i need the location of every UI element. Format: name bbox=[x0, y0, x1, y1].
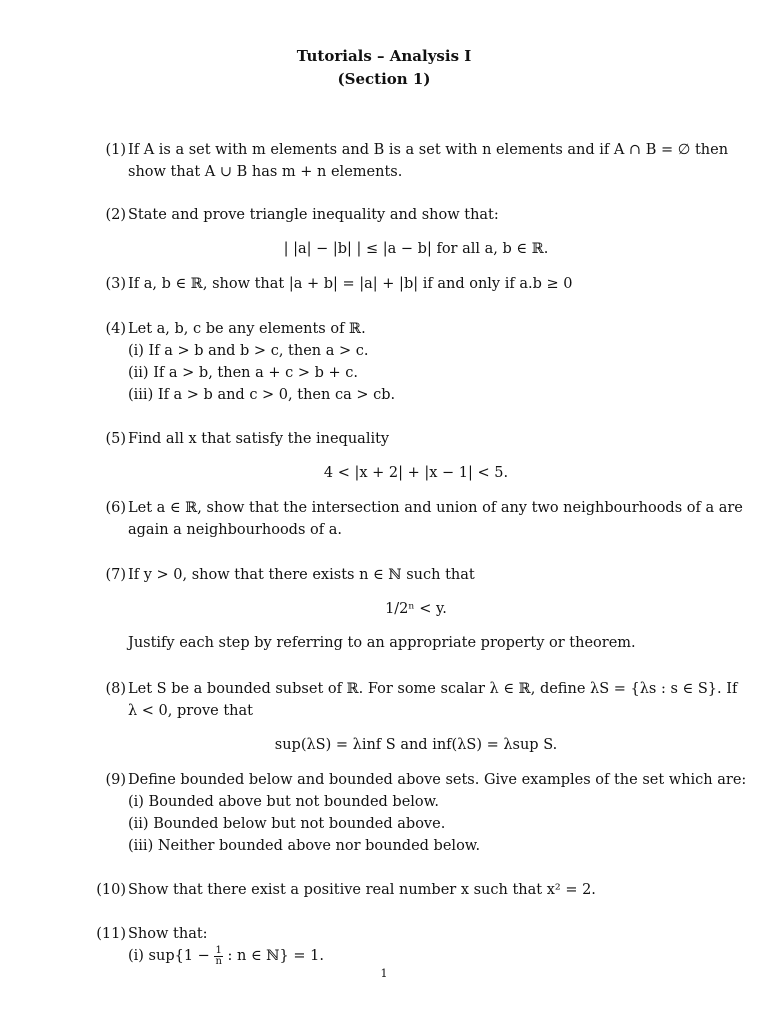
exercise-text: Show that there exist a positive real number x such that x² = 2. bbox=[128, 882, 596, 898]
exercise-4 bbox=[92, 318, 704, 406]
exercise-number: (2) bbox=[105, 207, 126, 223]
exercise-5 bbox=[92, 428, 704, 496]
sub-item: (i) If a > b and b > c, then a > c. bbox=[128, 343, 369, 359]
title-line-2: (Section 1) bbox=[337, 70, 431, 88]
sub-item: (i) Bounded above but not bounded below. bbox=[128, 794, 439, 810]
display-equation: 1/2ⁿ < y. bbox=[385, 601, 447, 617]
exercise-text: If a, b ∈ ℝ, show that |a + b| = |a| + |b| if and only if a.b ≥ 0 bbox=[128, 276, 573, 292]
exercise-number: (7) bbox=[105, 567, 126, 583]
exercise-2 bbox=[92, 204, 704, 272]
exercise-text: Show that: bbox=[128, 926, 208, 942]
sub-item: (iii) Neither bounded above nor bounded below. bbox=[128, 838, 481, 854]
exercise-number: (8) bbox=[105, 681, 126, 697]
exercise-7 bbox=[92, 564, 704, 654]
display-equation: 4 < |x + 2| + |x − 1| < 5. bbox=[323, 465, 509, 481]
exercise-text: If y > 0, show that there exists n ∈ ℕ such that bbox=[128, 567, 475, 583]
exercise-number: (11) bbox=[96, 926, 126, 942]
sub-item-suffix: : n ∈ ℕ} = 1. bbox=[227, 948, 324, 964]
exercise-9 bbox=[92, 769, 747, 857]
exercise-number: (4) bbox=[105, 321, 126, 337]
exercise-3 bbox=[92, 273, 704, 295]
exercise-11 bbox=[92, 923, 704, 967]
exercise-1 bbox=[92, 139, 729, 183]
exercise-number: (5) bbox=[105, 431, 126, 447]
exercise-number: (1) bbox=[105, 142, 126, 158]
exercise-8 bbox=[92, 678, 738, 768]
exercise-text: Justify each step by referring to an appropriate property or theorem. bbox=[128, 635, 636, 651]
exercise-text: Define bounded below and bounded above sets. Give examples of the set which are: bbox=[128, 772, 747, 788]
exercise-text: Find all x that satisfy the inequality bbox=[128, 431, 390, 447]
sub-item-prefix: (i) sup{1 − bbox=[128, 948, 210, 964]
sub-item: (ii) If a > b, then a + c > b + c. bbox=[128, 365, 358, 381]
sub-item: (ii) Bounded below but not bounded above. bbox=[128, 816, 446, 832]
exercise-number: (10) bbox=[96, 882, 126, 898]
exercise-text: State and prove triangle inequality and show that: bbox=[128, 207, 499, 223]
title-line-1: Tutorials – Analysis I bbox=[296, 47, 472, 65]
fraction-denominator: n bbox=[215, 955, 222, 967]
document-title bbox=[0, 45, 768, 91]
exercise-text: again a neighbourhoods of a. bbox=[128, 522, 342, 538]
exercise-number: (9) bbox=[105, 772, 126, 788]
exercise-text: λ < 0, prove that bbox=[128, 703, 253, 719]
exercise-number: (6) bbox=[105, 500, 126, 516]
exercise-10 bbox=[92, 879, 704, 901]
fraction-numerator: 1 bbox=[215, 944, 222, 956]
page-number: 1 bbox=[380, 967, 388, 980]
exercise-text: Let a ∈ ℝ, show that the intersection and union of any two neighbourhoods of a are bbox=[128, 500, 743, 516]
exercise-text: Let S be a bounded subset of ℝ. For some scalar λ ∈ ℝ, define λS = {λs : s ∈ S}. If bbox=[128, 681, 738, 697]
exercise-6 bbox=[92, 497, 743, 541]
sub-item: (iii) If a > b and c > 0, then ca > cb. bbox=[128, 387, 396, 403]
exercise-number: (3) bbox=[105, 276, 126, 292]
display-equation: sup(λS) = λinf S and inf(λS) = λsup S. bbox=[274, 737, 558, 753]
exercise-text: If A is a set with m elements and B is a set with n elements and if A ∩ B = ∅ then bbox=[128, 142, 729, 158]
exercise-text: show that A ∪ B has m + n elements. bbox=[128, 164, 403, 180]
display-equation: | |a| − |b| | ≤ |a − b| for all a, b ∈ ℝ. bbox=[283, 241, 549, 257]
exercise-text: Let a, b, c be any elements of ℝ. bbox=[128, 321, 366, 337]
